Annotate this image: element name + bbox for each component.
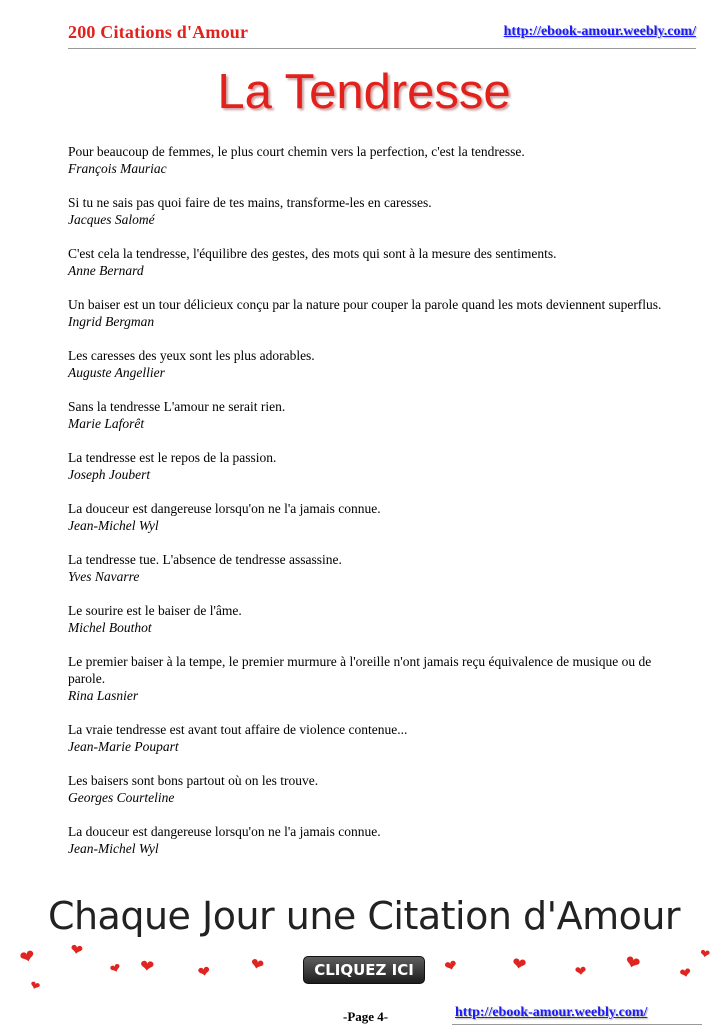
quote-text: La tendresse est le repos de la passion. <box>68 450 277 465</box>
quote-author: François Mauriac <box>68 161 167 176</box>
page-header <box>68 14 696 49</box>
quote-author: Georges Courteline <box>68 790 175 805</box>
quote-item <box>68 772 668 806</box>
quote-text: La vraie tendresse est avant tout affaire de violence contenue... <box>68 722 408 737</box>
quote-list <box>68 143 668 874</box>
quote-author: Michel Bouthot <box>68 620 152 635</box>
quote-item <box>68 398 668 432</box>
quote-author: Yves Navarre <box>68 569 140 584</box>
quote-text: La douceur est dangereuse lorsqu'on ne l'a jamais connue. <box>68 824 381 839</box>
quote-item <box>68 721 668 755</box>
quote-item <box>68 602 668 636</box>
quote-text: La tendresse tue. L'absence de tendresse assassine. <box>68 552 342 567</box>
quote-text: Un baiser est un tour délicieux conçu par la nature pour couper la parole quand les mots deviennent superflus. <box>68 297 662 312</box>
quote-text: Pour beaucoup de femmes, le plus court chemin vers la perfection, c'est la tendresse. <box>68 144 525 159</box>
quote-item <box>68 143 668 177</box>
quote-item <box>68 194 668 228</box>
quote-author: Joseph Joubert <box>68 467 151 482</box>
quote-text: Les baisers sont bons partout où on les trouve. <box>68 773 319 788</box>
quote-text: C'est cela la tendresse, l'équilibre des gestes, des mots qui sont à la mesure des sentiments. <box>68 246 557 261</box>
book-title: 200 Citations d'Amour <box>68 22 249 42</box>
heart-icon: ❤ <box>17 945 38 969</box>
heart-icon: ❤ <box>139 956 156 977</box>
quote-item <box>68 500 668 534</box>
heart-icon: ❤ <box>248 955 266 976</box>
quote-author: Jean-Michel Wyl <box>68 518 159 533</box>
heart-icon: ❤ <box>622 951 643 975</box>
heart-icon: ❤ <box>68 942 84 960</box>
footer-divider <box>452 1024 702 1025</box>
cliquez-ici-button[interactable]: CLIQUEZ ICI <box>303 956 425 984</box>
quote-text: Le premier baiser à la tempe, le premier murmure à l'oreille n'ont jamais reçu équivalence de musique ou de parole. <box>68 654 652 686</box>
heart-icon: ❤ <box>107 959 124 978</box>
page-number: -Page 4- <box>343 1009 389 1024</box>
quote-text: La douceur est dangereuse lorsqu'on ne l'a jamais connue. <box>68 501 381 516</box>
citation-banner[interactable] <box>0 888 728 998</box>
page-title: La Tendresse <box>217 65 511 119</box>
footer-website-link[interactable]: http://ebook-amour.weebly.com/ <box>455 1005 648 1020</box>
quote-author: Marie Laforêt <box>68 416 145 431</box>
quote-text: Le sourire est le baiser de l'âme. <box>68 603 242 618</box>
quote-author: Rina Lasnier <box>68 688 139 703</box>
quote-author: Auguste Angellier <box>68 365 165 380</box>
quote-author: Anne Bernard <box>68 263 144 278</box>
quote-item <box>68 347 668 381</box>
banner-headline: Chaque Jour une Citation d'Amour <box>47 894 681 938</box>
heart-icon: ❤ <box>574 964 588 981</box>
quote-text: Les caresses des yeux sont les plus adorables. <box>68 348 315 363</box>
heart-icon: ❤ <box>196 964 212 982</box>
quote-item <box>68 823 668 857</box>
quote-author: Jacques Salomé <box>68 212 155 227</box>
quote-author: Jean-Marie Poupart <box>68 739 179 754</box>
quote-text: Si tu ne sais pas quoi faire de tes mains, transforme-les en caresses. <box>68 195 432 210</box>
heart-icon: ❤ <box>678 965 694 984</box>
heart-icon: ❤ <box>27 977 43 995</box>
heart-icon: ❤ <box>510 953 528 976</box>
quote-item <box>68 296 668 330</box>
quote-author: Ingrid Bergman <box>68 314 155 329</box>
quote-item <box>68 551 668 585</box>
heart-icon: ❤ <box>443 957 460 977</box>
quote-item <box>68 449 668 483</box>
quote-text: Sans la tendresse L'amour ne serait rien. <box>68 399 286 414</box>
quote-item <box>68 245 668 279</box>
heart-icon: ❤ <box>699 946 711 962</box>
header-website-link[interactable]: http://ebook-amour.weebly.com/ <box>503 24 696 39</box>
quote-item <box>68 653 668 704</box>
quote-author: Jean-Michel Wyl <box>68 841 159 856</box>
